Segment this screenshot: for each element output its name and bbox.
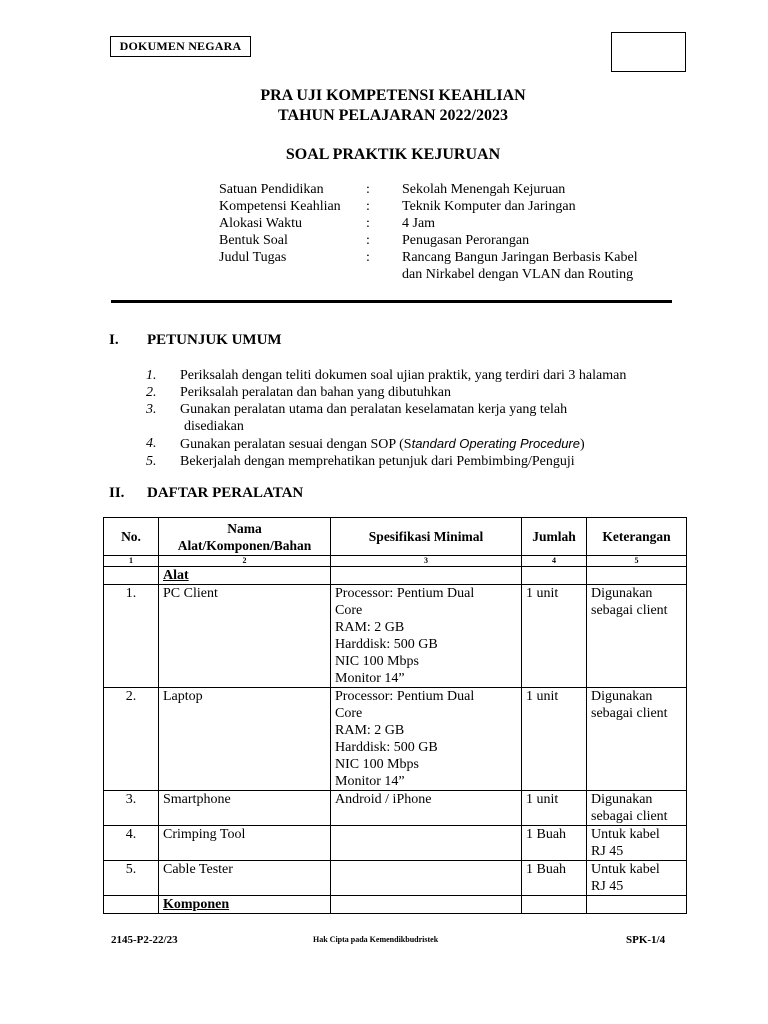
row-number: 5. [104,861,159,896]
item-note [587,826,687,861]
info-value: Penugasan Perorangan [402,233,530,248]
info-value-line: Rancang Bangun Jaringan Berbasis Kabel [402,250,638,265]
column-header-name: Nama Alat/Komponen/Bahan [159,518,331,556]
item-spec [331,826,522,861]
item-qty: 1 Buah [522,861,587,896]
info-value [402,249,672,283]
code-box [611,32,686,72]
item-name: Cable Tester [159,861,331,896]
page-number: SPK-1/4 [626,934,666,946]
list-item [146,435,720,453]
spec-line: Processor: Pentium Dual [335,689,475,704]
category-row [104,896,687,914]
info-colon: : [366,182,370,197]
list-number: 1. [146,368,157,383]
row-number: 3. [104,791,159,826]
info-colon: : [366,250,370,265]
category-label: Alat [159,567,331,585]
spec-line: Core [335,603,363,618]
section-title: PETUNJUK UMUM [147,332,282,348]
note-line: Digunakan [591,689,653,704]
spec-line: Harddisk: 500 GB [335,740,438,755]
item-spec [331,861,522,896]
note-line: sebagai client [591,809,668,824]
item-spec [331,791,522,826]
copyright-notice: Hak Cipta pada Kemendikbudristek [313,935,439,944]
note-line: Digunakan [591,792,653,807]
exam-subtitle: SOAL PRAKTIK KEJURUAN [285,146,501,163]
note-line: Digunakan [591,586,653,601]
item-note [587,688,687,791]
spec-line: Harddisk: 500 GB [335,637,438,652]
note-line: RJ 45 [591,844,624,859]
spec-line: RAM: 2 GB [335,620,405,635]
info-value-line: dan Nirkabel dengan VLAN dan Routing [402,267,634,282]
note-line: Untuk kabel [591,827,660,842]
item-name: Crimping Tool [159,826,331,861]
school-year: TAHUN PELAJARAN 2022/2023 [278,107,508,124]
info-colon: : [366,199,370,214]
item-note [587,585,687,688]
item-qty: 1 unit [522,585,587,688]
item-name: Laptop [159,688,331,791]
row-number: 4. [104,826,159,861]
column-header-note: Keterangan [587,518,687,556]
info-value: Sekolah Menengah Kejuruan [402,182,566,197]
info-label: Satuan Pendidikan [219,182,324,197]
list-item [146,453,720,470]
table-row [104,826,687,861]
section-heading-petunjuk [109,332,409,352]
item-note [587,861,687,896]
item-qty: 1 Buah [522,826,587,861]
list-number: 4. [146,436,157,451]
column-index: 1 [104,556,159,567]
list-text: Periksalah dengan teliti dokumen soal ujian praktik, yang terdiri dari 3 halaman [180,368,627,383]
spec-line: NIC 100 Mbps [335,757,420,772]
item-qty: 1 unit [522,791,587,826]
info-label: Judul Tugas [219,250,287,265]
table-row [104,861,687,896]
item-note [587,791,687,826]
note-line: Untuk kabel [591,862,660,877]
column-header-spec: Spesifikasi Minimal [331,518,522,556]
instruction-list [146,367,720,470]
column-index: 5 [587,556,687,567]
spec-line: Android / iPhone [335,792,432,807]
table-row [104,688,687,791]
note-line: sebagai client [591,603,668,618]
list-number: 3. [146,402,157,417]
item-spec [331,688,522,791]
spec-line: Monitor 14” [335,774,405,789]
info-label: Kompetensi Keahlian [219,199,341,214]
category-label: Komponen [159,896,331,914]
note-line: RJ 45 [591,879,624,894]
spec-line: Monitor 14” [335,671,405,686]
info-value: 4 Jam [402,216,436,231]
item-name: Smartphone [159,791,331,826]
item-qty: 1 unit [522,688,587,791]
info-value: Teknik Komputer dan Jaringan [402,199,576,214]
column-header-no: No. [104,518,159,556]
spec-line: Core [335,706,363,721]
note-line: sebagai client [591,706,668,721]
spec-line: NIC 100 Mbps [335,654,420,669]
section-number: I. [109,332,119,348]
list-text: Bekerjalah dengan memprehatikan petunjuk dari Pembimbing/Penguji [180,454,575,469]
document-classification-stamp: DOKUMEN NEGARA [110,36,251,57]
category-row [104,567,687,585]
column-index-row [104,556,687,567]
info-colon: : [366,233,370,248]
spec-line: RAM: 2 GB [335,723,405,738]
column-index: 4 [522,556,587,567]
list-text-continued: disediakan [184,419,244,434]
exam-title: PRA UJI KOMPETENSI KEAHLIAN [260,87,526,104]
info-colon: : [366,216,370,231]
list-text: Gunakan peralatan sesuai dengan SOP (S [180,437,412,452]
item-name: PC Client [159,585,331,688]
list-text-end: ) [579,437,585,452]
column-header-qty: Jumlah [522,518,587,556]
row-number: 1. [104,585,159,688]
section-title: DAFTAR PERALATAN [147,485,304,501]
section-number: II. [109,485,125,501]
document-code: 2145-P2-22/23 [111,934,178,946]
header-divider [111,300,672,303]
list-text-italic: tandard Operating Procedure [411,436,580,451]
column-index: 3 [331,556,522,567]
section-heading-peralatan [109,485,409,505]
equipment-table [103,517,687,914]
list-item [146,401,720,435]
spec-line: Processor: Pentium Dual [335,586,475,601]
list-item [146,384,720,401]
list-text: Gunakan peralatan utama dan peralatan keselamatan kerja yang telah [180,402,568,417]
list-number: 2. [146,385,157,400]
list-number: 5. [146,454,157,469]
table-row [104,585,687,688]
item-spec [331,585,522,688]
list-text: Periksalah peralatan dan bahan yang dibutuhkan [180,385,451,400]
info-label: Alokasi Waktu [219,216,302,231]
column-index: 2 [159,556,331,567]
list-item [146,367,720,384]
table-header-row [104,518,687,556]
info-label: Bentuk Soal [219,233,288,248]
table-row [104,791,687,826]
row-number: 2. [104,688,159,791]
